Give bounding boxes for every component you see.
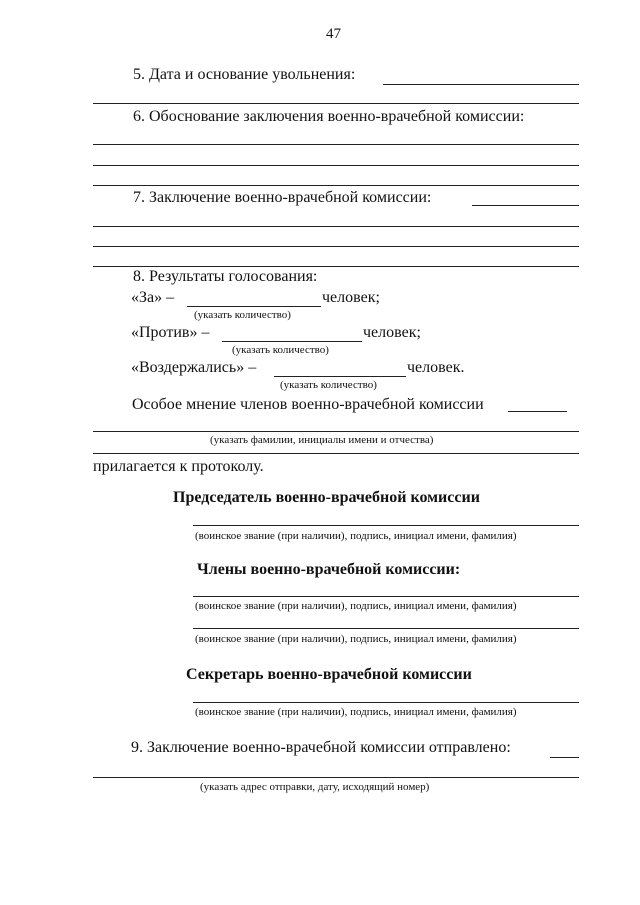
vote-for-label: «За» – — [131, 289, 175, 306]
secretary-title: Секретарь военно-врачебной комиссии — [186, 666, 472, 683]
section-6-line-1[interactable] — [93, 144, 579, 145]
vote-abstain-label: «Воздержались» – — [131, 359, 257, 376]
chairman-title: Председатель военно-врачебной комиссии — [173, 489, 480, 506]
vote-against-label: «Против» – — [131, 324, 210, 341]
section-6-line-2[interactable] — [93, 165, 579, 166]
vote-against-people: человек; — [363, 324, 421, 341]
vote-for-hint: (указать количество) — [194, 309, 291, 321]
section-7-label: 7. Заключение военно-врачебной комиссии: — [133, 189, 432, 206]
section-8-label: 8. Результаты голосования: — [133, 268, 318, 285]
section-5-continuation-line[interactable] — [93, 103, 579, 104]
special-opinion-line[interactable] — [93, 431, 579, 432]
section-7-line-3[interactable] — [93, 266, 579, 267]
section-7-line-1[interactable] — [93, 226, 579, 227]
vote-abstain-people: человек. — [407, 359, 465, 376]
section-9-label: 9. Заключение военно-врачебной комиссии отправлено: — [131, 739, 511, 756]
special-opinion-label: Особое мнение членов военно-врачебной комиссии — [132, 396, 484, 413]
chairman-sign-hint: (воинское звание (при наличии), подпись, инициал имени, фамилия) — [195, 530, 517, 542]
chairman-sign-line[interactable] — [193, 525, 579, 526]
section-7-field-line[interactable] — [472, 205, 579, 206]
secretary-sign-hint: (воинское звание (при наличии), подпись, инициал имени, фамилия) — [195, 706, 517, 718]
member-2-sign-line[interactable] — [193, 628, 579, 629]
member-2-sign-hint: (воинское звание (при наличии), подпись, инициал имени, фамилия) — [195, 633, 517, 645]
section-7-line-2[interactable] — [93, 246, 579, 247]
section-9-field-line[interactable] — [550, 757, 579, 758]
section-6-label: 6. Обоснование заключения военно-врачебной комиссии: — [133, 108, 525, 125]
address-hint: (указать адрес отправки, дату, исходящий номер) — [200, 781, 430, 793]
members-title: Члены военно-врачебной комиссии: — [197, 561, 461, 578]
vote-abstain-hint: (указать количество) — [280, 379, 377, 391]
names-line[interactable] — [93, 453, 579, 454]
vote-for-people: человек; — [322, 289, 380, 306]
member-1-sign-hint: (воинское звание (при наличии), подпись, инициал имени, фамилия) — [195, 600, 517, 612]
names-hint: (указать фамилии, инициалы имени и отчества) — [210, 434, 434, 446]
vote-for-field[interactable] — [187, 306, 321, 307]
section-6-line-3[interactable] — [93, 185, 579, 186]
member-1-sign-line[interactable] — [193, 596, 579, 597]
secretary-sign-line[interactable] — [193, 702, 579, 703]
vote-against-field[interactable] — [222, 341, 362, 342]
special-opinion-field[interactable] — [508, 411, 567, 412]
section-5-field-line[interactable] — [383, 84, 579, 85]
page-number: 47 — [326, 26, 341, 42]
section-9-address-line[interactable] — [93, 777, 579, 778]
vote-against-hint: (указать количество) — [232, 344, 329, 356]
attached-text: прилагается к протоколу. — [93, 458, 264, 475]
vote-abstain-field[interactable] — [274, 376, 406, 377]
section-5-label: 5. Дата и основание увольнения: — [133, 66, 356, 83]
